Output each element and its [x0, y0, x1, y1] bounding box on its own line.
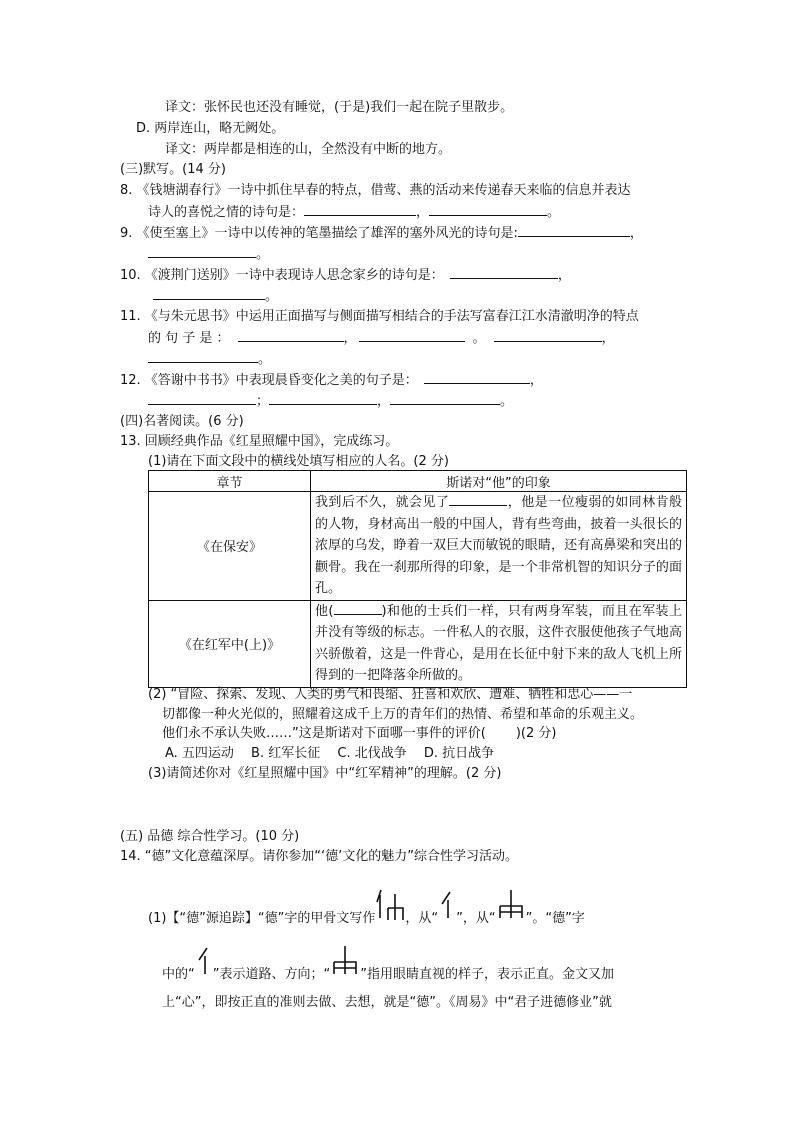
section-5-heading: (五) 品德 综合性学习。(10 分) — [120, 829, 300, 844]
oracle-zhi-icon — [496, 888, 526, 939]
q9-answer-blank-1[interactable] — [518, 224, 630, 237]
q11-line3 — [148, 350, 271, 369]
impression-text-pre: 我到后不久，就会见了 — [315, 495, 450, 510]
impression-text-post: )和他的士兵们一样，只有两身军装，而且在军装上并没有等级的标志。一件私人的衣服，这件衣服使他孩子气地高兴骄傲着，这是一件背心，是用在长征中射下来的敌人飞机上所得到的一把降落伞所做的。 — [315, 603, 682, 683]
q13-sub3: (3)请简述你对《红星照耀中国》中“红军精神”的理解。(2 分) — [148, 766, 502, 781]
q9-answer-blank-2[interactable] — [148, 245, 256, 258]
header-impression: 斯诺对“他”的印象 — [311, 471, 687, 492]
q13-sub2-line3 — [162, 725, 556, 743]
q8-answer-blank-1[interactable] — [304, 203, 416, 216]
line-translation-d: 译文：两岸都是相连的山，全然没有中断的地方。 — [165, 142, 452, 157]
q14-sub1-line2 — [162, 944, 614, 995]
q13-sub2-line2: 切都像一种火光似的，照耀着这成千上万的青年们的热情、希望和革命的乐观主义。 — [162, 707, 644, 722]
impression-text-post: ，他是一位瘦弱的如同林肯般的人物，身材高出一般的中国人，背有些弯曲，披着一头很长的浓厚的乌发，睁着一双巨大而敏锐的眼睛，还有高鼻梁和突出的颧骨。我在一刹那所得的印象，是一个非常机智的知识分子的面孔。 — [315, 495, 682, 596]
line-translation-a: 译文：张怀民也还没有睡觉，(于是)我们一起在院子里散步。 — [165, 100, 514, 115]
q8-line1: 8. 《钱塘湖春行》一诗中抓住早春的特点，借莺、燕的活动来传递春天来临的信息并表达 — [120, 183, 631, 198]
q10-prompt: 10. 《渡荆门送别》一诗中表现诗人思念家乡的诗句是： — [120, 268, 444, 283]
q8-prompt: 诗人的喜悦之情的诗句是： — [148, 205, 305, 220]
q10-comma: ， — [557, 268, 571, 283]
q11-comma-1: ， — [343, 331, 357, 346]
q8-line2 — [148, 203, 560, 222]
q13-sub2-line1: (2) “冒险、探索、发现、人类的勇气和畏缩、狂喜和欢欣、遭难、牺牲和忠心——一 — [148, 687, 633, 702]
impression-text-pre: 他( — [315, 603, 334, 619]
q14-text-a: (1)【“德”源追踪】“德”字的甲骨文写作 — [148, 911, 376, 926]
q14-text-f: ”表示道路、方向；“ — [212, 967, 331, 982]
q10-line1 — [120, 266, 571, 285]
q8-comma: ， — [416, 205, 430, 220]
q9-prompt: 9. 《使至塞上》一诗中以传神的笔墨描绘了雄浑的塞外风光的诗句是: — [120, 226, 518, 241]
q12-answer-blank-1[interactable] — [424, 371, 530, 384]
chapter-cell: 《在红军中(上)》 — [149, 600, 311, 687]
q12-answer-blank-3[interactable] — [269, 392, 377, 405]
q11-comma-2: ， — [601, 331, 615, 346]
q14-sub1-line1 — [148, 888, 585, 939]
q10-line2 — [153, 287, 278, 306]
q8-answer-blank-2[interactable] — [429, 203, 547, 216]
q13-sub1: (1)请在下面文段中的横线处填写相应的人名。(2 分) — [148, 454, 449, 469]
section-4-heading: (四)名著阅读。(6 分) — [120, 414, 244, 429]
q9-line1 — [120, 224, 643, 243]
q9-line2 — [148, 245, 269, 264]
q10-period: 。 — [265, 289, 279, 304]
table-row — [149, 492, 687, 601]
q10-answer-blank-1[interactable] — [450, 266, 558, 279]
table-header-row — [149, 471, 687, 492]
q11-answer-blank-1[interactable] — [238, 329, 344, 342]
q11-period-1: 。 — [472, 331, 486, 346]
section-3-heading: (三)默写。(14 分) — [120, 162, 226, 177]
q14-text-c: ”，从“ — [456, 911, 496, 926]
q11-answer-blank-2[interactable] — [359, 329, 465, 342]
oracle-chi-icon — [195, 944, 213, 995]
oracle-zhi-icon — [330, 944, 360, 995]
name-answer-blank-2[interactable] — [334, 602, 382, 615]
q12-line1 — [120, 371, 543, 390]
impression-cell — [311, 492, 687, 601]
chapter-cell: 《在保安》 — [149, 492, 311, 601]
q11-line1: 11. 《与朱元思书》中运用正面描写与侧面描写相结合的手法写富春江江水清澈明净的特点 — [120, 309, 639, 324]
q12-prompt: 12. 《答谢中书书》中表现晨昏变化之美的句子是： — [120, 373, 418, 388]
q12-period: 。 — [500, 394, 514, 409]
q12-comma-2: ， — [377, 394, 391, 409]
q13-sub2-score: )(2 分) — [515, 726, 557, 741]
q11-answer-blank-3[interactable] — [494, 329, 602, 342]
q14-text-d: ”。“德”字 — [525, 911, 585, 926]
q12-answer-blank-2[interactable] — [148, 392, 256, 405]
q13-heading: 13. 回顾经典作品《红星照耀中国》，完成练习。 — [120, 434, 399, 449]
q14-heading: 14. “德”文化意蕴深厚。请你参加“‘德’文化的魅力”综合性学习活动。 — [120, 849, 519, 864]
q9-comma: ， — [629, 226, 643, 241]
table-row — [149, 600, 687, 687]
q11-prompt: 的 句 子 是 ： — [148, 331, 230, 346]
impression-cell — [311, 600, 687, 687]
q10-answer-blank-2[interactable] — [153, 287, 265, 300]
q9-period: 。 — [256, 247, 270, 262]
q11-period-2: 。 — [258, 352, 272, 367]
q12-line2 — [148, 392, 513, 411]
header-chapter: 章节 — [149, 471, 311, 492]
q12-answer-blank-4[interactable] — [390, 392, 500, 405]
q11-line2 — [148, 329, 615, 348]
q14-text-b: ，从“ — [405, 911, 439, 926]
oracle-de-icon — [375, 888, 405, 939]
q13-sub2-question: 他们永不承认失败……”这是斯诺对下面哪一事件的评价( — [162, 726, 486, 741]
q11-answer-blank-4[interactable] — [148, 350, 258, 363]
line-option-d: D. 两岸连山，略无阙处。 — [136, 121, 285, 136]
q14-text-g: ”指用眼睛直视的样子，表示正直。金文又加 — [360, 967, 614, 982]
q14-sub1-line3: 上“心”，即按正直的准则去做、去想，就是“德”。《周易》中“君子进德修业”就 — [162, 995, 612, 1010]
oracle-chi-icon — [438, 888, 456, 939]
q8-period: 。 — [547, 205, 561, 220]
q13-sub2-options: A. 五四运动 B. 红军长征 C. 北伐战争 D. 抗日战争 — [165, 746, 495, 761]
impression-table — [148, 470, 687, 688]
name-answer-blank-1[interactable] — [449, 493, 507, 506]
q12-comma: ， — [529, 373, 543, 388]
q12-semicolon: ； — [256, 394, 270, 409]
q14-text-e: 中的“ — [162, 967, 195, 982]
